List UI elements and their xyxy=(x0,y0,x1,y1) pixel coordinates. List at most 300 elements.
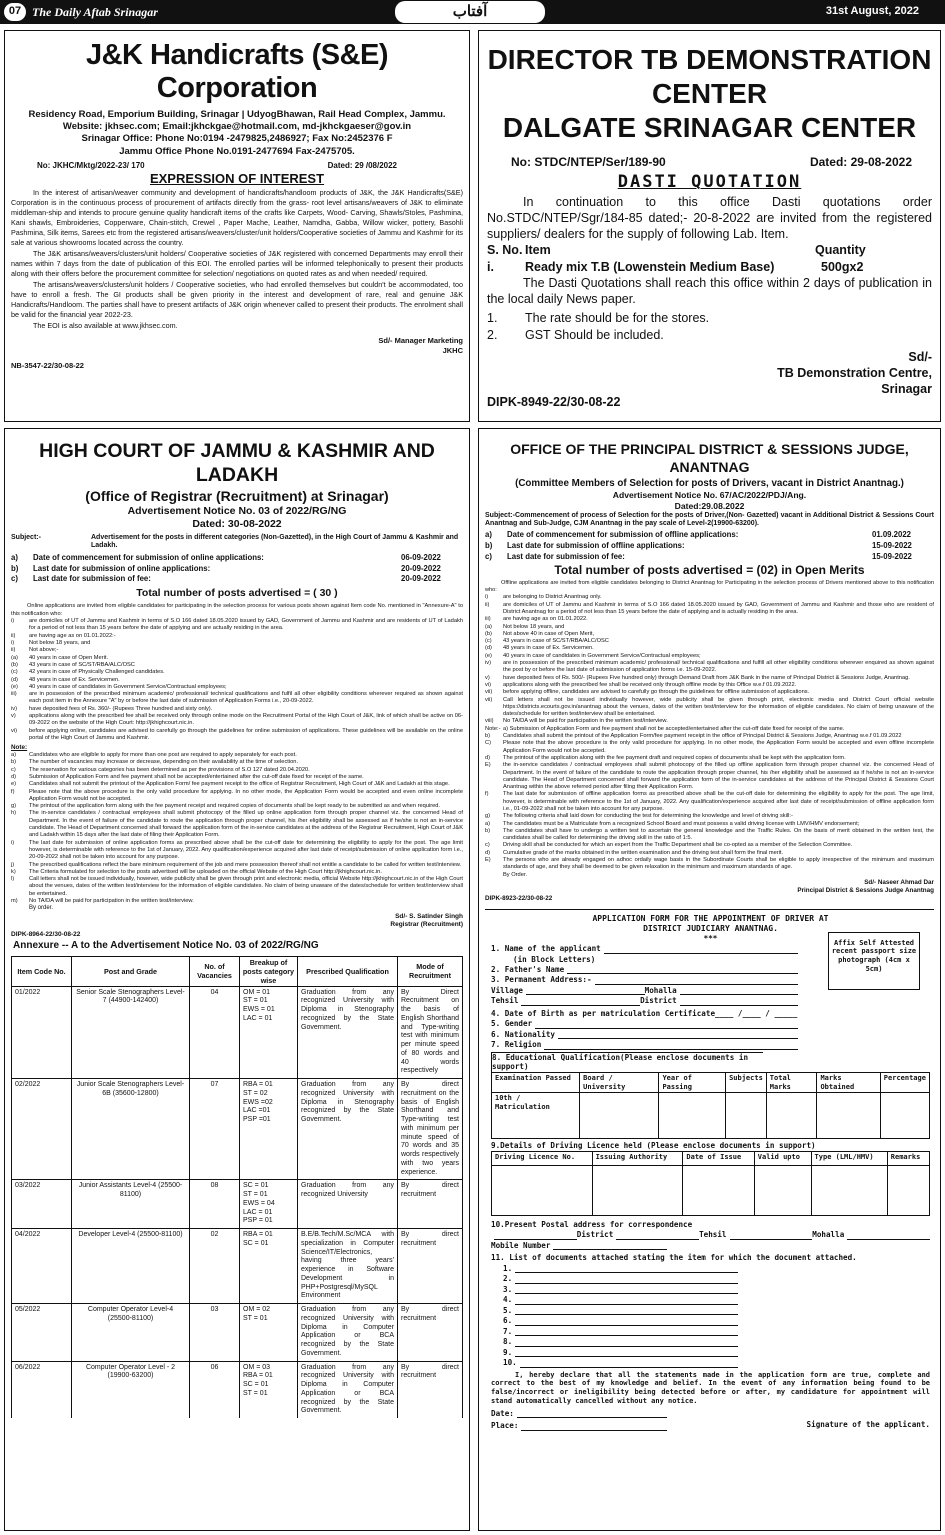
pd-date-row xyxy=(485,541,934,551)
hc-note-item xyxy=(11,752,463,759)
village-field[interactable] xyxy=(526,987,645,995)
hc-note-item-text: The number of vacancies may increase or decrease, depending on their availability at the time of selection. xyxy=(29,759,299,766)
hc-note-item-key: h) xyxy=(11,810,17,817)
annexure-cell-post: Developer Level-4 (25500-81100) xyxy=(72,1229,190,1304)
pd-note-item xyxy=(485,740,934,755)
hc-subject: Advertisement for the posts in different categories (Non-Gazetted), in the High Court of Jammu & Kashmir and Ladakh. xyxy=(91,533,459,550)
annexure-cell-qual: Graduation from any recognized University with Diploma in Computer Application or BCA recognized by the State Government. xyxy=(298,1361,398,1418)
pd-note-item xyxy=(485,821,934,828)
hc-eligibility-item-text: 40 years in case of Open Merit. xyxy=(29,654,109,661)
religion-field[interactable] xyxy=(544,1042,798,1050)
pd-note-item-key: g) xyxy=(485,813,491,820)
document-line xyxy=(503,1327,738,1336)
pd-note-item-text: The persons who are already engaged on adhoc ordaily wage basis in the Subordinate Courts shall be eligible to apply irrespective of the minimum and maximum standards of age, and they shall be deemed to be given relaxation in the minimum and maximum standards of age. xyxy=(503,857,934,871)
dl-cell[interactable] xyxy=(592,1165,683,1215)
licence-table xyxy=(491,1151,930,1216)
pd-note-item-text: The candidates shall have to undergo a written test to ascertain the general knowledge and the Traffic Rules. On the basis of merit obtained in the written test, the candidates shall be called for determining the driving skill in the ratio of 1:5. xyxy=(503,827,934,842)
annexure-cell-post: Junior Scale Stenographers Level-6B (35600-12800) xyxy=(72,1079,190,1180)
form-docs-label: 11. List of documents attached stating the item for which the document attached. xyxy=(491,1253,857,1263)
pd-date-row-label: Date of commencement for submission of offline applications: xyxy=(507,530,739,540)
pd-note-item-key: C) xyxy=(485,740,492,747)
tb-para-2: The Dasti Quotations shall reach this office within 2 days of publication in the local daily News paper. xyxy=(487,275,932,307)
hc-date-row-label: Last date for submission of online applications: xyxy=(33,563,211,573)
hc-eligibility-item xyxy=(11,655,463,662)
annexure-cell-vac: 07 xyxy=(190,1079,240,1180)
document-number: 3. xyxy=(503,1284,513,1294)
hc-eligibility-item xyxy=(11,691,463,706)
pd-date-row-date: 01.09.2022 xyxy=(872,530,912,540)
hc-date-row-key: b) xyxy=(11,563,19,573)
present-address-field[interactable] xyxy=(494,1232,577,1240)
hc-sign-2: Registrar (Recruitment) xyxy=(390,920,463,928)
pd-note-item-key: d) xyxy=(485,849,491,856)
p-district-field[interactable] xyxy=(616,1232,699,1240)
hc-date-row-date: 06-09-2022 xyxy=(401,553,441,562)
hc-subtitle: (Office of Registrar (Recruitment) at Srinagar) xyxy=(85,487,389,504)
hc-eligibility-item-key: i) xyxy=(11,640,15,647)
tb-col-qty: Quantity xyxy=(815,243,866,258)
hc-note-item-text: The prescribed qualifications reflect the bare minimum requirement of the job and mere possession thereof shall not entitle a candidate to be called for written test/interview. xyxy=(29,861,462,868)
pd-eligibility-item-text: 48 years in case of Ex. Servicemen. xyxy=(503,645,594,652)
jkhc-heading: EXPRESSION OF INTEREST xyxy=(149,171,325,187)
tb-sd: Sd/- xyxy=(908,349,932,364)
hc-eligibility-item xyxy=(11,713,463,728)
tb-cond-2-no: 2. xyxy=(487,327,498,342)
document-line xyxy=(503,1306,738,1315)
form-edu-label: 8. Educational Qualification(Please enclose documents in support) xyxy=(491,1052,763,1072)
pd-eligibility-item-key: (e) xyxy=(485,652,492,659)
hc-note-item-text: The last date for submission of online application forms as prescribed above shall be the cut-off date for determining the eligibility to apply for the post. The age limit however, is determinable with reference to the 1st of January, 2022. Any qualification/experience acquired after last date of receipt/submission of online application form i.e., 20-09-2022 shall not be taken into account for any purpose. xyxy=(29,839,463,861)
pdsj-ad xyxy=(478,428,941,1531)
hc-note-item-text: The reservation for various categories has been determined as per the provisions of S.O 127 dated 20.04.2020. xyxy=(29,766,310,773)
p-tehsil-field[interactable] xyxy=(730,1232,813,1240)
document-field[interactable] xyxy=(515,1276,738,1284)
hc-annexure-title: Annexure -- A to the Advertisement Notice No. 03 of 2022/RG/NG xyxy=(13,940,319,952)
pd-note-item xyxy=(485,813,934,820)
issue-date: 31st August, 2022 xyxy=(825,5,919,18)
hc-key-dates xyxy=(11,553,463,584)
jkhc-ref: NB-3547-22/30-08-22 xyxy=(11,361,84,371)
jkhc-para-1: In the interest of artisan/weaver community and development of handicrafts/handloom products of J&K, the J&K Handicrafts(S&E) Corporation is in the continuous process of procurement of artifacts directly from the grass- root level artisans/weavers of J&K to eliminate middleman-ship and intends to procure genuine quality handicraft items of the crafts like Carpets, Wood- Carving, Shawls/Stoles, Pashmina, Kani shawls, Embroideries, Copperware, Chain-stitch, Crewel , Paper Mache, Leather, Namdha, Gabba, Willow wicker, pottery, Basohli Pashmina, Silk items, Sarees etc from the registered artisans/weavers/cluster/unit holders/Cooperative societies of Jammu and Kashmir for its sale at various showrooms located across the country. xyxy=(11,188,463,247)
annexure-cell-code: 03/2022 xyxy=(12,1180,72,1229)
pd-eligibility-list xyxy=(485,594,934,725)
annexure-cell-qual: Graduation from any recognized University with Diploma in Computer Application or BCA recognized by the State Government. xyxy=(298,1304,398,1362)
pd-eligibility-item-key: ii) xyxy=(485,601,490,608)
education-table xyxy=(491,1072,930,1140)
hc-note-item-text: Submission of Application Form and fee payment shall not be accepted/entertained after the cut-off date fixed for receipt of the same. xyxy=(29,773,364,780)
edu-cell[interactable] xyxy=(817,1093,880,1139)
high-court-ad xyxy=(4,428,470,1531)
pd-eligibility-item-text: are in possession of the prescribed minimum academic/ professional/ technical qualifications and fulfill all other eligibility conditions wherever enquired as shown against the post by or before the last date of submission of application forms i.e. 15-09-2022. xyxy=(503,660,934,674)
address-field[interactable] xyxy=(595,977,799,985)
tb-number: No: STDC/NTEP/Ser/189-90 xyxy=(511,155,666,170)
applicant-signature: Signature of the applicant. xyxy=(806,1420,930,1430)
hc-date-row-key: c) xyxy=(11,574,18,584)
jkhc-ad xyxy=(4,30,470,422)
annexure-cell-brk: OM = 02 ST = 01 xyxy=(240,1304,298,1362)
hc-eligibility-item xyxy=(11,706,463,713)
document-number: 1. xyxy=(503,1263,513,1273)
pd-eligibility-item xyxy=(485,645,934,652)
district-field[interactable] xyxy=(680,998,799,1006)
edu-col-header: Board / University xyxy=(580,1072,659,1093)
pd-note-item xyxy=(485,828,934,843)
pd-eligibility-item-text: Call letters shall not be issued individually however, wide publicity shall be given through print, electronic media and District Court official website https://districts.ecourts.gov.in/anantnag about the venues, dates of the written test/interview for the information of eligible candidates. No claim of being unaware of the dates/schedule for written test/interview shall be entertained. xyxy=(503,696,934,718)
annexure-cell-brk: SC = 01 ST = 01 EWS = 04 LAC = 01 PSP = 01 xyxy=(240,1180,298,1229)
pd-sign-1: Sd/- Naseer Ahmad Dar xyxy=(864,878,934,886)
pd-eligibility-item xyxy=(485,682,934,689)
name-field[interactable] xyxy=(604,946,799,954)
annexure-col-header: Mode of Recruitment xyxy=(398,956,463,986)
form-gender-label: 5. Gender xyxy=(491,1019,533,1029)
hc-eligibility-item-text: 40 years in case of candidates in Government Service/Contractual employees; xyxy=(29,683,227,690)
hc-note-item xyxy=(11,781,463,788)
pd-notice-no: Advertisement Notice No. 67/AC/2022/PDJ/Ang. xyxy=(612,490,807,501)
hc-sign-1: Sd/- S. Satinder Singh xyxy=(395,912,463,920)
pd-eligibility-item xyxy=(485,718,934,725)
tb-date: Dated: 29-08-2022 xyxy=(809,155,912,170)
hc-eligibility-item-key: i) xyxy=(11,618,15,625)
hc-note-item-key: c) xyxy=(11,766,16,773)
pd-eligibility-item-key: vii) xyxy=(485,696,493,703)
annexure-cell-brk: RBA = 01 ST = 02 EWS =02 LAC =01 PSP =01 xyxy=(240,1079,298,1180)
hc-note-item-key: k) xyxy=(11,868,16,875)
annexure-cell-qual: Graduation from any recognized University with Diploma in Stenography recognized by the State Government. xyxy=(298,1079,398,1180)
pd-note-item-text: The last date for submission of offline application forms as prescribed above shall be the cut-off date for determining the eligibility to apply for the post. The age limit, however, is determinable with reference to the 1st of January, 2022. Any qualification/experience acquired after last date of receipt/submission of offline application form i.e., 01-09-2022 shall not be taken into account for any purpose. xyxy=(503,791,934,812)
hc-eligibility-item-key: (c) xyxy=(11,669,18,676)
hc-eligibility-item-key: (a) xyxy=(11,654,18,661)
annexure-cell-mode: By direct recruitment xyxy=(398,1361,463,1418)
page-number: 07 xyxy=(4,3,26,21)
pd-eligibility-item xyxy=(485,660,934,675)
hc-eligibility-item-text: Not above;- xyxy=(29,647,59,654)
tb-title-2: DALGATE SRINAGAR CENTER xyxy=(502,112,917,144)
annexure-cell-code: 01/2022 xyxy=(12,986,72,1079)
newspaper-name: The Daily Aftab Srinagar xyxy=(32,4,158,19)
pd-note-item-text: The following criteria shall laid down for conducting the test for determining the knowledge and level of driving skill:- xyxy=(503,813,793,820)
pd-note-item xyxy=(485,755,934,762)
form-p-tehsil-label: Tehsil xyxy=(699,1230,727,1240)
pd-note-item-key: c) xyxy=(485,842,490,849)
hc-note-item xyxy=(11,876,463,898)
document-number: 2. xyxy=(503,1274,513,1284)
pd-eligibility-item xyxy=(485,631,934,638)
pd-key-dates xyxy=(485,530,934,561)
hc-by-order: By order. xyxy=(29,905,54,912)
annexure-cell-post: Computer Operator Level - 2 (19900-63200) xyxy=(72,1361,190,1418)
hc-note-item xyxy=(11,803,463,810)
mohalla-field[interactable] xyxy=(680,987,799,995)
tb-cond-1-no: 1. xyxy=(487,311,498,326)
dl-col-header: Type (LML/HMV) xyxy=(811,1151,887,1165)
hc-note-item-key: a) xyxy=(11,752,17,759)
pd-title: OFFICE OF THE PRINCIPAL DISTRICT & SESSIONS JUDGE, ANANTNAG xyxy=(510,441,909,475)
annexure-cell-mode: By direct recruitment on the basis of English Shorthand and Type-writing test with minimum per minute speed of 70 words and 35 words respectively with two years experience. xyxy=(398,1079,463,1180)
document-number: 4. xyxy=(503,1295,513,1305)
annexure-cell-code: 02/2022 xyxy=(12,1079,72,1180)
jkhc-para-3: The artisans/weavers/clusters/unit holders / Cooperative societies, who had enrolled themselves but couldn't be accommodated, too have to enroll a fresh. The GI products shall be given priority in the interest and development of rare, real and genuine J&K Handicrafts/Handloom. The parties shall have to present artifacts of J&K origin whenever called to present their products. The enrolment shall be valid for the financial year 2022-23. xyxy=(11,279,463,319)
annexure-row xyxy=(12,1229,463,1304)
hc-eligibility-item-text: before applying online, candidates are advised to carefully go through the guidelines for online submission of applications. These guidelines will be available on the online portal of the High Court of Jammu and Kashmir. xyxy=(29,727,463,741)
document-number: 9. xyxy=(503,1347,513,1357)
hc-eligibility-item-key: (b) xyxy=(11,661,18,668)
masthead-logo: آفتاب xyxy=(395,1,545,23)
pd-note-item-key: f) xyxy=(485,791,489,798)
form-name-hint: (in Block Letters) xyxy=(513,954,596,964)
pd-eligibility-item xyxy=(485,602,934,617)
dl-cell[interactable] xyxy=(683,1165,754,1215)
pd-note-item-key: Note:- xyxy=(485,725,501,732)
hc-note-item-key: d) xyxy=(11,773,17,780)
form-tehsil-label: Tehsil xyxy=(491,996,519,1006)
hc-note-item-text: The in-service candidates / contractual employees shall submit photocopy of the filled up online application form through proper channel viz. the concerned Head of Department. In the event of failure of the candidate to route the application through proper channel, his /her eligibility shall be assessed as if he/she is not an in-service candidate. The Head of Department concerned shall forward the application form of the in-service candidates at the address of the Registrar Recruitment, High Court of J&K and Ladakh within 15 days after the last date of filing their Application Form. xyxy=(29,810,463,839)
pd-eligibility-item-text: Not below 18 years, and xyxy=(503,623,565,630)
dl-cell[interactable] xyxy=(811,1165,887,1215)
document-field[interactable] xyxy=(515,1339,738,1347)
edu-cell[interactable] xyxy=(766,1093,817,1139)
hc-note-item xyxy=(11,869,463,876)
hc-date-row xyxy=(11,564,463,574)
jkhc-jammu-office: Jammu Office Phone No.0191-2477694 Fax-2475705. xyxy=(119,145,355,157)
hc-eligibility-item xyxy=(11,662,463,669)
father-name-field[interactable] xyxy=(567,966,798,974)
edu-col-header: Total Marks xyxy=(766,1072,817,1093)
annexure-cell-brk: RBA = 01 SC = 01 xyxy=(240,1229,298,1304)
pd-eligibility-item xyxy=(485,638,934,645)
application-form xyxy=(485,909,934,1432)
pd-note-item-key: b) xyxy=(485,827,491,834)
edu-cell[interactable] xyxy=(880,1093,929,1139)
pd-intro: Offline applications are invited from eligible candidates belonging to District Anantnag for Participating in the selection process of Drivers mentioned above to this notification who: xyxy=(485,580,934,594)
pd-note-item-text: the in-service candidates / contractual employees shall submit photocopy of the filled up offline application form through proper channel viz. the concerned Head of Department. In the event of failure of the candidate to route the application through proper channel, his /her eligibility shall be assessed as if he/she is not an in-service candidate. The Head of Department concerned shall forward the application form of the in-service candidates at the address of the Principal District & Sessions Court Anantnag within the above referred period after filing their Application Form. xyxy=(503,762,934,791)
edu-col-header: Subjects xyxy=(726,1072,767,1093)
hc-eligibility-item-key: (d) xyxy=(11,676,18,683)
tb-para-1: In continuation to this office Dasti quotations order No.STDC/NTEP/Sgr/184-85 dated;- 20-8-2022 are invited from the registered suppliers/ dealers for the supply of following Lab. Item. xyxy=(487,194,932,242)
annexure-cell-mode: By Direct Recruitment on the basis of English Shorthand and Type-writing test with minimum per minute speed of 80 words and 40 words respectively xyxy=(398,986,463,1079)
pd-eligibility-item-text: are domiciles of UT of Jammu and Kashmir in terms of S.O 166 dated 18.05.2020 issued by GAD, Government of Jammu and Kashmir and those who are resident of District Anantnag for a period of not less than 15 years before the date of applying and is actually residing in the area. xyxy=(503,601,934,615)
edu-cell[interactable] xyxy=(580,1093,659,1139)
annexure-cell-mode: By direct recruitment xyxy=(398,1229,463,1304)
pd-eligibility-item-text: are having age as on 01.01.2022. xyxy=(503,616,588,623)
gender-field[interactable] xyxy=(535,1021,798,1029)
pd-note-item-text: By Order. xyxy=(503,871,528,878)
pd-eligibility-item-key: vi) xyxy=(485,681,492,688)
pd-note-item-text: Candidates shall submit the printout of the Application Form/fee payment receipt in the office of Principal District & Sessions Judge, Anantnag w.e.f 01.09.2022 xyxy=(503,733,902,740)
document-number: 5. xyxy=(503,1305,513,1315)
pd-note-item xyxy=(485,872,934,879)
annexure-cell-vac: 04 xyxy=(190,986,240,1079)
annexure-row xyxy=(12,1361,463,1418)
annexure-cell-qual: B.E/B.Tech/M.Sc/MCA with specialization in Computer Science/IT/Electronics, having three years' experience in Software Development in PHP+Postgresql/MySQL Environment xyxy=(298,1229,398,1304)
annexure-col-header: Item Code No. xyxy=(12,956,72,986)
jkhc-sign-2: JKHC xyxy=(442,345,463,355)
hc-intro: Online applications are invited from eligible candidates for participating in the selection process for various posts shown against Item code No. mentioned in "Annexure-A" to this notification who: xyxy=(11,603,463,617)
pd-date-row-key: a) xyxy=(485,530,492,540)
document-line xyxy=(503,1295,738,1304)
tb-ad xyxy=(478,30,941,422)
pd-note-item-text: Driving skill shall be conducted for which an expert from the Traffic Department shall be co-opted as a member of the Selection Committee. xyxy=(503,842,853,849)
edu-col-header: Marks Obtained xyxy=(817,1072,880,1093)
pd-note-item-text: The printout of the application along with the fee payment draft and required copies of documents shall be kept with the application form. xyxy=(503,754,846,761)
hc-eligibility-item-key: iv) xyxy=(11,705,18,712)
jkhc-title: J&K Handicrafts (S&E) Corporation xyxy=(85,39,389,105)
pd-date-row xyxy=(485,530,934,540)
hc-eligibility-item-text: 43 years in case of SC/ST/RBA/ALC/OSC xyxy=(29,661,135,668)
document-field[interactable] xyxy=(515,1297,738,1305)
hc-note-item-text: Call letters shall not be issued individually, however, wide publicity shall be given through print and electronic media, official Website http://jkhighcourt.nic.in of the High Court about the venues, dates of the written test/interview for the information of eligible candidates. No claim of being unaware of the dates/schedule for written test/interview shall be entertained. xyxy=(29,876,463,897)
annexure-col-header: Prescribed Qualification xyxy=(298,956,398,986)
hc-note-item xyxy=(11,898,463,905)
annexure-cell-vac: 06 xyxy=(190,1361,240,1418)
hc-note-item xyxy=(11,774,463,781)
hc-date-row-key: a) xyxy=(11,553,18,562)
hc-eligibility-item-key: v) xyxy=(11,713,16,719)
annexure-cell-vac: 03 xyxy=(190,1304,240,1362)
p-mohalla-field[interactable] xyxy=(847,1232,930,1240)
pd-note-item-key: E) xyxy=(485,762,491,769)
tb-cond-2: GST Should be included. xyxy=(525,327,664,342)
edu-cell[interactable] xyxy=(726,1093,767,1139)
annexure-cell-post: Senior Scale Stenographers Level-7 (44900-142400) xyxy=(72,986,190,1079)
document-field[interactable] xyxy=(515,1286,738,1294)
annexure-cell-brk: OM = 03 RBA = 01 SC = 01 ST = 01 xyxy=(240,1361,298,1418)
pd-note-item-key: d) xyxy=(485,754,491,761)
place-field[interactable] xyxy=(521,1423,666,1431)
pd-eligibility-item-text: are belonging to District Anantnag only. xyxy=(503,594,602,601)
hc-note-item xyxy=(11,759,463,766)
hc-note-item-key: e) xyxy=(11,781,17,788)
pd-eligibility-item-key: viii) xyxy=(485,718,494,725)
document-field[interactable] xyxy=(515,1328,738,1336)
form-village-label: Village xyxy=(491,985,524,995)
hc-note-item-key: g) xyxy=(11,803,17,810)
annexure-cell-qual: Graduation from any recognized University xyxy=(298,1180,398,1229)
pd-note-item xyxy=(485,733,934,740)
edu-cell[interactable] xyxy=(659,1093,726,1139)
form-mohalla-label: Mohalla xyxy=(644,985,677,995)
hc-eligibility-item xyxy=(11,618,463,633)
pd-eligibility-item xyxy=(485,616,934,623)
hc-eligibility-list xyxy=(11,618,463,742)
pd-date-row-label: Last date for submission of offline applications: xyxy=(507,540,685,550)
pd-eligibility-item xyxy=(485,653,934,660)
annexure-cell-mode: By direct recruitment xyxy=(398,1180,463,1229)
edu-col-header: Percentage xyxy=(880,1072,929,1093)
annexure-col-header: No. of Vacancies xyxy=(190,956,240,986)
document-field[interactable] xyxy=(515,1349,738,1357)
hc-title: HIGH COURT OF JAMMU & KASHMIR AND LADAKH xyxy=(39,440,435,487)
annexure-row xyxy=(12,1180,463,1229)
document-line xyxy=(503,1358,738,1367)
hc-date-row xyxy=(11,553,463,563)
hc-note-item-key: l) xyxy=(11,876,15,883)
jkhc-sign-1: Sd/- Manager Marketing xyxy=(378,336,463,346)
hc-eligibility-item-text: are domiciles of UT of Jammu and Kashmir in terms of S.O 166 dated 18.05.2020 issued by GAD, Government of Jammu and Kashmir and are residents of UT of Ladakh for a period of not less than 15 years before the date of applying and are actually residing in the area. xyxy=(29,618,463,632)
form-title-2: DISTRICT JUDICIARY ANANTNAG. xyxy=(643,923,778,933)
document-field[interactable] xyxy=(515,1307,738,1315)
form-dob-label: 4. Date of Birth as per matriculation Certificate____ /____ / _____ xyxy=(491,1008,798,1018)
tb-sign-2: Srinagar xyxy=(881,382,932,397)
hc-eligibility-item-text: are in possession of the prescribed minimum academic/ professional/ technical qualifications and fulfil all other eligibility conditions wherever required as shown against each post item in the Annexure "A" by or before the last date of submission of Application Forms i.e., 20-09-2022. xyxy=(29,691,463,705)
date-field[interactable] xyxy=(517,1410,667,1418)
form-place-label: Place: xyxy=(491,1421,519,1431)
annexure-cell-vac: 02 xyxy=(190,1229,240,1304)
hc-eligibility-item xyxy=(11,684,463,691)
hc-annexure-header xyxy=(12,956,463,986)
form-name-label: 1. Name of the applicant xyxy=(491,944,601,954)
pd-note-item-text: a) Submission of Application Form and fee payment shall not be accepted/entertained after the cut-off date fixed for receipt of the same. xyxy=(503,725,845,732)
jkhc-para-2: The J&K artisans/weavers/clusters/unit holders/ Cooperative societies of J&K registered with concerned Departments may enroll their names within 7 days from the date of publication of this EOI. The enrolled parties will be informed telephonically to present their products along with their offers before the procurement committee for selection/ negotiations on quoted rates as and when needed/ required. xyxy=(11,248,463,278)
pd-ref: DIPK-8923-22/30-08-22 xyxy=(485,894,553,902)
dl-cell[interactable] xyxy=(492,1165,593,1215)
pd-eligibility-item-text: No TA/DA will be paid for participation in the written test/interview. xyxy=(503,718,668,725)
jkhc-number: No: JKHC/Mktg/2022-23/ 170 xyxy=(37,161,145,171)
pd-eligibility-item-key: (c) xyxy=(485,638,492,645)
hc-note-item xyxy=(11,810,463,839)
pd-note-item xyxy=(485,857,934,872)
form-date-label: Date: xyxy=(491,1408,514,1418)
hc-eligibility-item xyxy=(11,677,463,684)
annexure-cell-code: 06/2022 xyxy=(12,1361,72,1418)
document-field[interactable] xyxy=(515,1265,738,1273)
pd-eligibility-item-key: (d) xyxy=(485,645,492,652)
document-line xyxy=(503,1264,738,1273)
pd-note-item xyxy=(485,850,934,857)
pd-note-item xyxy=(485,726,934,733)
hc-note-item-text: No TA/DA will be paid for participation in the written test/interview. xyxy=(29,897,194,904)
pd-date-row-date: 15-09-2022 xyxy=(872,551,912,561)
document-field[interactable] xyxy=(515,1318,738,1326)
dl-col-header: Driving Licence No. xyxy=(492,1151,593,1165)
nationality-field[interactable] xyxy=(558,1031,798,1039)
hc-notes-list xyxy=(11,752,463,905)
dl-cell[interactable] xyxy=(887,1165,929,1215)
pd-subject: Subject:-Commencement of process of Selection for the posts of Driver,(Non- Gazetted) vacant in Additional District & Sessions Court Anantnag and Sub-Judge, CJM Anantnag in the pay scale of Level-2(19900-63200). xyxy=(485,511,934,528)
dl-col-header: Valid upto xyxy=(754,1151,811,1165)
hc-eligibility-item xyxy=(11,633,463,640)
form-dl-label: 9.Details of Driving Licence held (Please enclose documents in support) xyxy=(491,1141,816,1151)
annexure-row xyxy=(12,1079,463,1180)
document-field[interactable] xyxy=(520,1360,738,1368)
form-title-1: APPLICATION FORM FOR THE APPOINTMENT OF DRIVER AT xyxy=(592,913,829,923)
hc-note-item-text: The printout of the application form along with the fee payment receipt and required copies of documents shall be kept ready to be submitted as and when required. xyxy=(29,803,441,810)
page-header xyxy=(0,0,945,24)
pd-eligibility-item-text: 43 years in case of SC/ST/RBA/ALC/OSC xyxy=(503,638,609,645)
hc-date-row-label: Last date for submission of fee: xyxy=(33,574,151,584)
hc-note-item-key: m) xyxy=(11,897,18,904)
pd-date-row-key: b) xyxy=(485,540,493,550)
pd-notes-list xyxy=(485,726,934,879)
hc-date-row-date: 20-09-2022 xyxy=(401,574,441,584)
pd-eligibility-item xyxy=(485,675,934,682)
mobile-field[interactable] xyxy=(553,1242,666,1250)
document-number: 8. xyxy=(503,1337,513,1347)
pd-eligibility-item-key: vii) xyxy=(485,689,493,696)
jkhc-website: Website: jkhsec.com; Email:jkhckgae@hotmail.com, md-jkhckgaeser@gov.in xyxy=(62,121,412,133)
hc-eligibility-item-text: are having age as on 01.01.2022:- xyxy=(29,632,116,639)
tb-title-1: DIRECTOR TB DEMONSTRATION CENTER xyxy=(487,44,932,110)
tb-heading: DASTI QUOTATION xyxy=(617,172,802,193)
dl-col-header: Issuing Authority xyxy=(592,1151,683,1165)
pd-eligibility-item-text: have deposited fees of Rs. 500/- (Rupees Five hundred only) through Demand Draft from J&K Bank in the name of Principal District & Sessions Judge, Anantnag. xyxy=(503,674,910,681)
annexure-cell-post: Computer Operator Level-4 (25500-81100) xyxy=(72,1304,190,1362)
hc-note-item xyxy=(11,862,463,869)
pd-note-item xyxy=(485,762,934,791)
tehsil-field[interactable] xyxy=(521,998,640,1006)
dl-cell[interactable] xyxy=(754,1165,811,1215)
hc-notice-no: Advertisement Notice No. 03 of 2022/RG/NG xyxy=(127,505,347,518)
pd-note-item-key: E) xyxy=(485,857,491,864)
